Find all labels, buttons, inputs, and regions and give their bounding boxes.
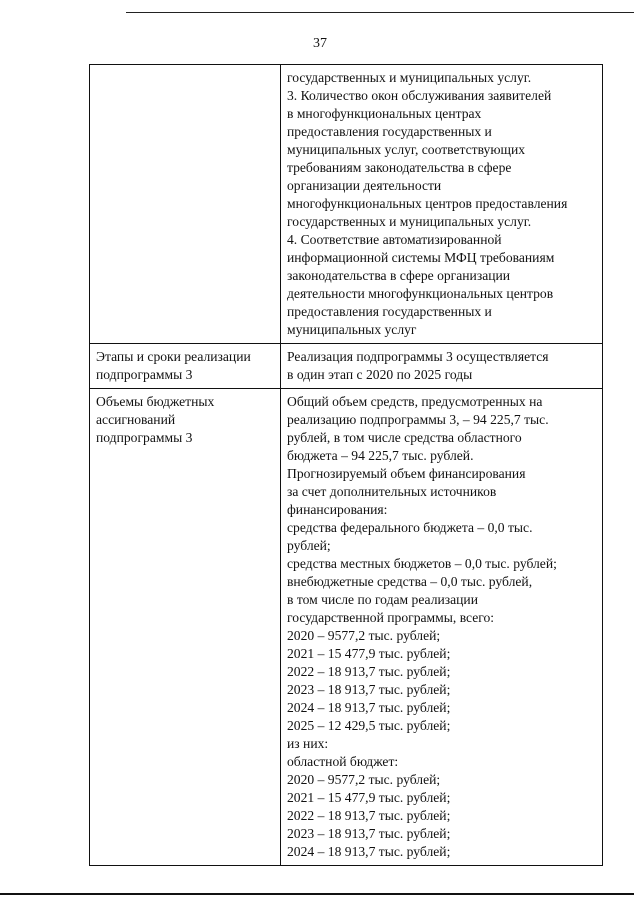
text-line: в том числе по годам реализации — [287, 592, 478, 607]
text-line: 2020 – 9577,2 тыс. рублей; — [287, 772, 441, 787]
table-row-stages — [90, 344, 603, 389]
text-line: реализацию подпрограммы 3, – 94 225,7 тыс. — [287, 412, 549, 427]
text-line: в многофункциональных центрах — [287, 106, 482, 121]
table-row-budget — [90, 389, 603, 866]
text-line: 2024 – 18 913,7 тыс. рублей; — [287, 844, 451, 859]
text-line: подпрограммы 3 — [96, 367, 193, 382]
text-line: рублей; — [287, 538, 331, 553]
text-line: из них: — [287, 736, 329, 751]
text-line: организации деятельности — [287, 178, 442, 193]
row-label-cell — [90, 389, 281, 866]
text-line: информационной системы МФЦ требованиям — [287, 250, 555, 265]
text-line: в один этап с 2020 по 2025 годы — [287, 367, 473, 382]
text-line: ассигнований — [96, 412, 176, 427]
text-line: Общий объем средств, предусмотренных на — [287, 394, 543, 409]
text-line: финансирования: — [287, 502, 388, 517]
text-line: средства федерального бюджета – 0,0 тыс. — [287, 520, 533, 535]
text-line: 2022 – 18 913,7 тыс. рублей; — [287, 808, 451, 823]
passport-table — [89, 64, 603, 866]
text-line: 2025 – 12 429,5 тыс. рублей; — [287, 718, 451, 733]
text-line: деятельности многофункциональных центров — [287, 286, 554, 301]
text-line: предоставления государственных и — [287, 304, 492, 319]
text-line: многофункциональных центров предоставления — [287, 196, 568, 211]
text-line: Этапы и сроки реализации — [96, 349, 251, 364]
text-line: за счет дополнительных источников — [287, 484, 497, 499]
text-line: государственных и муниципальных услуг. — [287, 70, 532, 85]
text-line: рублей, в том числе средства областного — [287, 430, 522, 445]
text-line: 2021 – 15 477,9 тыс. рублей; — [287, 646, 451, 661]
text-line: 2024 – 18 913,7 тыс. рублей; — [287, 700, 451, 715]
text-line: 3. Количество окон обслуживания заявителей — [287, 88, 552, 103]
page-number: 37 — [313, 36, 327, 51]
row-label-cell — [90, 65, 281, 344]
text-line: 2021 – 15 477,9 тыс. рублей; — [287, 790, 451, 805]
text-line: законодательства в сфере организации — [287, 268, 511, 283]
top-border-line — [126, 12, 634, 13]
text-line: 4. Соответствие автоматизированной — [287, 232, 502, 247]
text-line: 2022 – 18 913,7 тыс. рублей; — [287, 664, 451, 679]
text-line: 2023 – 18 913,7 тыс. рублей; — [287, 826, 451, 841]
text-line: государственных и муниципальных услуг. — [287, 214, 532, 229]
row-content-cell — [281, 389, 603, 866]
text-line: Прогнозируемый объем финансирования — [287, 466, 526, 481]
text-line: муниципальных услуг — [287, 322, 417, 337]
text-line: областной бюджет: — [287, 754, 399, 769]
text-line: 2023 – 18 913,7 тыс. рублей; — [287, 682, 451, 697]
text-line: бюджета – 94 225,7 тыс. рублей. — [287, 448, 474, 463]
text-line: Объемы бюджетных — [96, 394, 215, 409]
row-label-cell — [90, 344, 281, 389]
text-line: муниципальных услуг, соответствующих — [287, 142, 526, 157]
text-line: Реализация подпрограммы 3 осуществляется — [287, 349, 549, 364]
text-line: подпрограммы 3 — [96, 430, 193, 445]
text-line: внебюджетные средства – 0,0 тыс. рублей, — [287, 574, 533, 589]
text-line: 2020 – 9577,2 тыс. рублей; — [287, 628, 441, 643]
row-content-cell — [281, 65, 603, 344]
text-line: требованиям законодательства в сфере — [287, 160, 512, 175]
text-line: государственной программы, всего: — [287, 610, 495, 625]
text-line: средства местных бюджетов – 0,0 тыс. рублей; — [287, 556, 557, 571]
text-line: предоставления государственных и — [287, 124, 492, 139]
table-row-indicators — [90, 65, 603, 344]
bottom-border-line — [0, 893, 634, 895]
row-content-cell — [281, 344, 603, 389]
